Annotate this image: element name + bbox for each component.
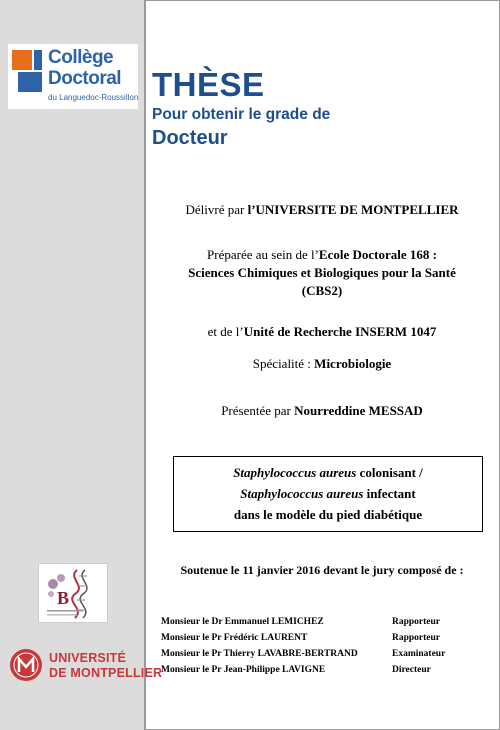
universite-montpellier-logo — [9, 646, 163, 686]
bacteria-dna-icon — [39, 564, 107, 622]
presenter-prefix: Présentée par — [221, 403, 295, 418]
college-doctoral-line1: Collège — [48, 47, 114, 68]
specialty-value: Microbiologie — [314, 356, 392, 371]
jury-member-role: Rapporteur — [392, 617, 441, 627]
unit-name: Unité de Recherche INSERM 1047 — [243, 324, 437, 339]
jury-member-name: Monsieur le Pr Jean-Philippe LAVIGNE — [161, 665, 326, 675]
prepared-line-3: (CBS2) — [301, 283, 343, 298]
presenter-line — [144, 403, 500, 419]
these-subtitle-1: Pour obtenir le grade de — [152, 106, 331, 123]
these-title: THÈSE — [152, 66, 265, 103]
thesis-title-box — [173, 456, 483, 532]
thesis-species-2: Staphylococcus aureus — [240, 486, 364, 501]
unit-line — [144, 324, 500, 340]
defense-statement: Soutenue le 11 janvier 2016 devant le jury composé de : — [180, 563, 464, 577]
college-doctoral-mark-icon — [12, 48, 42, 88]
jury-member-role: Directeur — [392, 665, 431, 675]
college-doctoral-line3: du Languedoc-Roussillon — [48, 93, 139, 102]
jury-member-name: Monsieur le Pr Thierry LAVABRE-BERTRAND — [161, 649, 358, 659]
doctoral-school: Ecole Doctorale 168 : — [318, 247, 437, 262]
presenter-name: Nourreddine MESSAD — [294, 403, 423, 418]
university-seal-icon — [9, 648, 43, 682]
college-doctoral-logo — [8, 44, 138, 109]
delivered-institution: l’UNIVERSITE DE MONTPELLIER — [247, 202, 459, 217]
specialty-prefix: Spécialité : — [252, 356, 315, 371]
lab-logo — [38, 563, 108, 623]
delivered-prefix: Délivré par — [185, 202, 248, 217]
jury-member-role: Rapporteur — [392, 633, 441, 643]
thesis-title-line-1 — [174, 465, 482, 481]
sidebar — [0, 0, 163, 730]
jury-member-name: Monsieur le Dr Emmanuel LEMICHEZ — [161, 617, 324, 627]
specialty-line — [144, 356, 500, 372]
universite-line1: UNIVERSITÉ — [49, 651, 127, 665]
prepared-line-1 — [144, 247, 500, 263]
unit-prefix: et de l’ — [207, 324, 244, 339]
prepared-line-2: Sciences Chimiques et Biologiques pour la Santé — [188, 265, 456, 280]
thesis-title-line-2 — [174, 486, 482, 502]
prepared-prefix: Préparée au sein de l’ — [207, 247, 319, 262]
thesis-species-1: Staphylococcus aureus — [233, 465, 357, 480]
svg-text:B: B — [57, 588, 70, 608]
delivered-line — [144, 202, 500, 218]
jury-member-role: Examinateur — [392, 649, 446, 659]
thesis-title-rest-1: colonisant / — [356, 465, 423, 480]
universite-line2: DE MONTPELLIER — [49, 666, 163, 680]
thesis-title-line-3: dans le modèle du pied diabétique — [233, 507, 423, 522]
thesis-title-rest-2: infectant — [363, 486, 416, 501]
college-doctoral-line2: Doctoral — [48, 68, 122, 89]
these-subtitle-2: Docteur — [152, 127, 228, 149]
jury-member-name: Monsieur le Pr Frédéric LAURENT — [161, 633, 308, 643]
